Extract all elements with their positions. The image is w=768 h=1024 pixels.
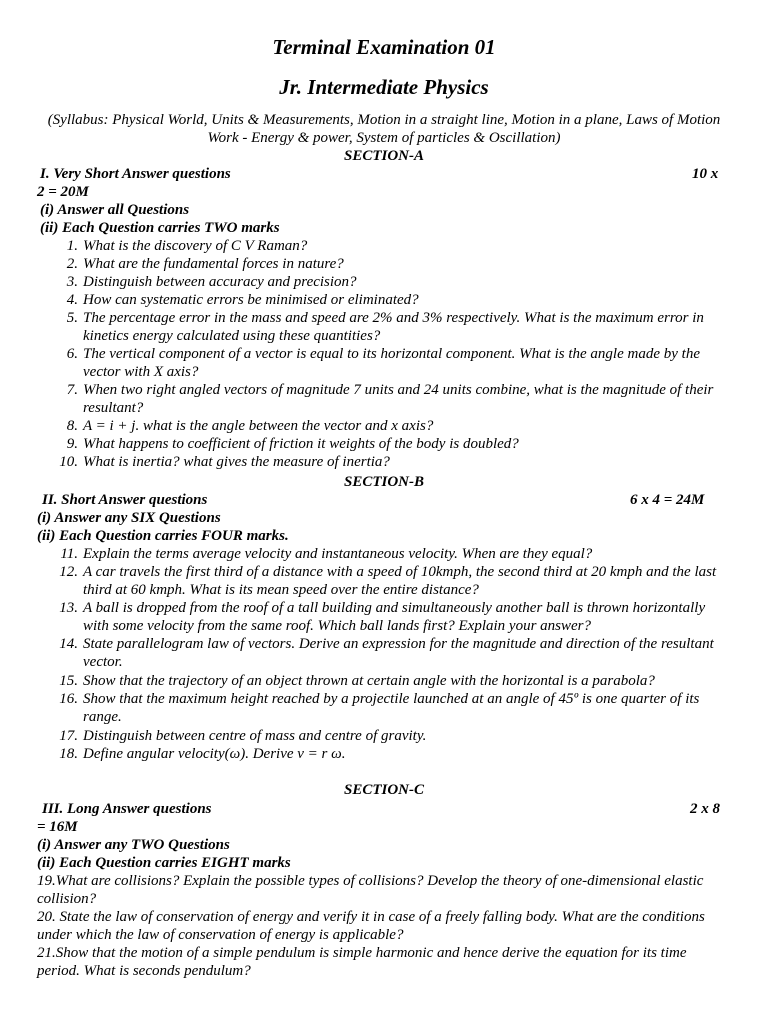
question-item	[40, 381, 730, 417]
question-text: What are the fundamental forces in nature?	[83, 256, 344, 272]
question-text: Show that the trajectory of an object thrown at certain angle with the horizontal is a parabola?	[83, 673, 655, 689]
question-item	[40, 563, 730, 599]
section-b-instruction-2: (ii) Each Question carries FOUR marks.	[37, 528, 289, 544]
section-b-heading: SECTION-B	[343, 474, 425, 490]
question-text: A = i + j. what is the angle between the vector and x axis?	[83, 418, 434, 434]
long-question-item: 21.Show that the motion of a simple pendulum is simple harmonic and hence derive the equation for its time period. What is seconds pendulum?	[37, 945, 687, 979]
question-number: 11.	[60, 546, 78, 562]
exam-subtitle: Jr. Intermediate Physics	[279, 75, 489, 99]
question-text: The percentage error in the mass and speed are 2% and 3% respectively. What is the maximum error in kinetics energy calculated using these quantities?	[83, 310, 704, 344]
section-c-title: III. Long Answer questions	[42, 801, 212, 817]
section-a-title: I. Very Short Answer questions	[40, 166, 231, 182]
question-text: Show that the maximum height reached by a projectile launched at an angle of 45º is one quarter of its range.	[83, 691, 700, 725]
section-b-marks: 6 x 4 = 24M	[630, 492, 705, 508]
question-text: When two right angled vectors of magnitude 7 units and 24 units combine, what is the magnitude of their resultant?	[83, 382, 714, 416]
question-number: 2.	[66, 256, 78, 272]
section-c-heading: SECTION-C	[343, 782, 425, 798]
question-item	[40, 545, 730, 563]
question-item	[40, 599, 730, 635]
question-item	[40, 417, 730, 435]
long-question-item: 19.What are collisions? Explain the possible types of collisions? Develop the theory of one-dimensional elastic collision?	[37, 873, 704, 907]
section-c-marks-cont: = 16M	[37, 819, 78, 835]
question-item	[40, 690, 730, 726]
section-c-marks: 2 x 8	[690, 801, 720, 817]
question-text: Distinguish between centre of mass and centre of gravity.	[83, 728, 427, 744]
question-number: 15.	[59, 673, 78, 689]
question-text: What happens to coefficient of friction it weights of the body is doubled?	[83, 436, 519, 452]
question-number: 3.	[66, 274, 78, 290]
section-b-title: II. Short Answer questions	[42, 492, 208, 508]
question-item	[40, 727, 730, 745]
section-a-marks-cont: 2 = 20M	[37, 184, 89, 200]
question-number: 1.	[66, 238, 78, 254]
question-number: 7.	[66, 382, 78, 398]
question-number: 10.	[59, 454, 78, 470]
question-number: 4.	[66, 292, 78, 308]
question-text: A ball is dropped from the roof of a tall building and simultaneously another ball is thrown horizontally with some velocity from the same roof. Which ball lands first? Explain your answer?	[83, 600, 706, 634]
question-number: 17.	[59, 728, 78, 744]
question-number: 5.	[66, 310, 78, 326]
section-a-heading: SECTION-A	[343, 148, 425, 164]
question-number: 8.	[66, 418, 78, 434]
question-item	[40, 273, 730, 291]
question-text: What is inertia? what gives the measure of inertia?	[83, 454, 390, 470]
question-item	[40, 435, 730, 453]
question-item	[40, 635, 730, 671]
question-text: The vertical component of a vector is equal to its horizontal component. What is the angle made by the vector with X axis?	[83, 346, 700, 380]
section-c-instruction-2: (ii) Each Question carries EIGHT marks	[37, 855, 291, 871]
section-a-marks: 10 x	[692, 166, 719, 182]
question-text: Define angular velocity(ω). Derive v = r ω.	[83, 746, 346, 762]
question-text: Explain the terms average velocity and instantaneous velocity. When are they equal?	[83, 546, 593, 562]
question-number: 14.	[59, 636, 78, 652]
question-number: 16.	[59, 691, 78, 707]
question-item	[40, 309, 730, 345]
question-item	[40, 237, 730, 255]
question-number: 9.	[66, 436, 78, 452]
exam-title: Terminal Examination 01	[272, 35, 496, 59]
question-number: 13.	[59, 600, 78, 616]
question-text: What is the discovery of C V Raman?	[83, 238, 308, 254]
question-text: How can systematic errors be minimised or eliminated?	[83, 292, 419, 308]
question-item	[40, 453, 730, 471]
section-b-instruction-1: (i) Answer any SIX Questions	[37, 510, 221, 526]
section-a-instruction-1: (i) Answer all Questions	[40, 202, 190, 218]
question-number: 6.	[66, 346, 78, 362]
question-number: 12.	[59, 564, 78, 580]
section-a-instruction-2: (ii) Each Question carries TWO marks	[40, 220, 280, 236]
question-text: A car travels the first third of a distance with a speed of 10kmph, the second third at 20 kmph and the last third at 60 kmph. What is its mean speed over the entire distance?	[83, 564, 717, 598]
question-item	[40, 345, 730, 381]
question-item	[40, 291, 730, 309]
syllabus-note: (Syllabus: Physical World, Units & Measurements, Motion in a straight line, Motion in a plane, Laws of Motion Work - Energy & power, System of particles & Oscillation)	[47, 112, 721, 146]
question-text: Distinguish between accuracy and precision?	[83, 274, 357, 290]
question-item	[40, 672, 730, 690]
question-item	[40, 255, 730, 273]
long-question-item: 20. State the law of conservation of energy and verify it in case of a freely falling body. What are the conditions under which the law of conservation of energy is applicable?	[37, 909, 705, 943]
question-text: State parallelogram law of vectors. Derive an expression for the magnitude and direction of the resultant vector.	[83, 636, 714, 670]
question-item	[40, 745, 730, 763]
section-c-instruction-1: (i) Answer any TWO Questions	[37, 837, 230, 853]
question-number: 18.	[59, 746, 78, 762]
